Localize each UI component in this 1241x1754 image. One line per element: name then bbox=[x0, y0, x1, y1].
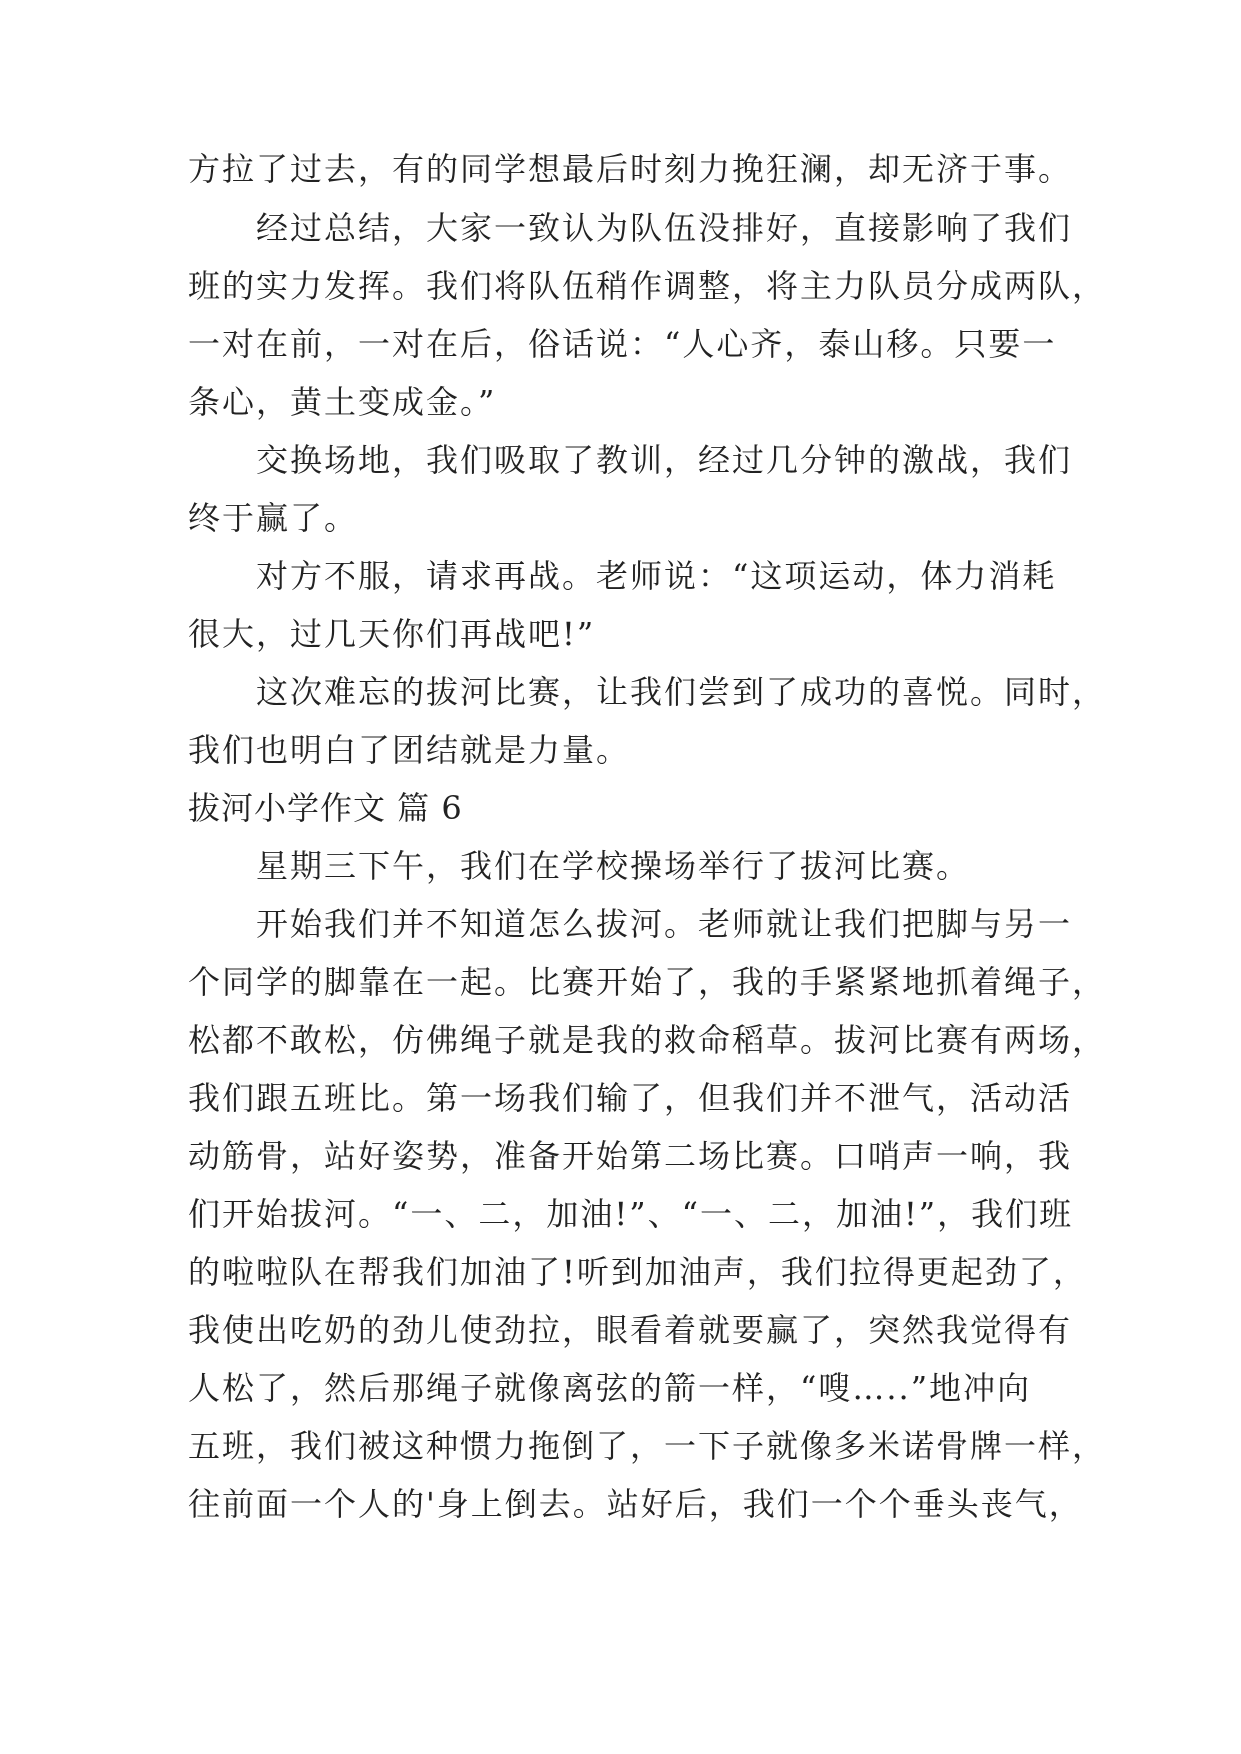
text-line: 个同学的脚靠在一起。比赛开始了，我的手紧紧地抓着绳子， bbox=[188, 963, 1107, 1001]
text-line: 动筋骨，站好姿势，准备开始第二场比赛。口哨声一响，我 bbox=[188, 1137, 1073, 1175]
text-line: 的啦啦队在帮我们加油了!听到加油声，我们拉得更起劲了， bbox=[188, 1253, 1087, 1291]
text-line: 人松了，然后那绳子就像离弦的箭一样，“嗖…..”地冲向 bbox=[188, 1369, 1032, 1407]
text-line: 条心，黄土变成金。” bbox=[188, 383, 497, 421]
text-line: 终于赢了。 bbox=[188, 499, 359, 537]
text-line: 方拉了过去，有的同学想最后时刻力挽狂澜，却无济于事。 bbox=[188, 150, 1073, 188]
text-line: 往前面一个人的'身上倒去。站好后，我们一个个垂头丧气， bbox=[188, 1485, 1083, 1523]
paragraph-line: 经过总结，大家一致认为队伍没排好，直接影响了我们 bbox=[256, 209, 1073, 247]
text-line: 五班，我们被这种惯力拖倒了，一下子就像多米诺骨牌一样， bbox=[188, 1427, 1107, 1465]
paragraph-line: 星期三下午，我们在学校操场举行了拔河比赛。 bbox=[256, 847, 971, 885]
text-line: 班的实力发挥。我们将队伍稍作调整，将主力队员分成两队， bbox=[188, 267, 1107, 305]
paragraph-line: 开始我们并不知道怎么拔河。老师就让我们把脚与另一 bbox=[256, 905, 1073, 943]
text-line: 一对在前，一对在后，俗话说：“人心齐，泰山移。只要一 bbox=[188, 325, 1057, 363]
text-line: 们开始拔河。“一、二，加油!”、“一、二，加油!”，我们班 bbox=[188, 1195, 1074, 1233]
paragraph-line: 这次难忘的拔河比赛，让我们尝到了成功的喜悦。同时， bbox=[256, 673, 1107, 711]
paragraph-line: 交换场地，我们吸取了教训，经过几分钟的激战，我们 bbox=[256, 441, 1073, 479]
text-line: 很大，过几天你们再战吧!” bbox=[188, 615, 596, 653]
text-line: 我使出吃奶的劲儿使劲拉，眼看着就要赢了，突然我觉得有 bbox=[188, 1311, 1073, 1349]
paragraph-line: 对方不服，请求再战。老师说：“这项运动，体力消耗 bbox=[256, 557, 1057, 595]
section-heading: 拔河小学作文 篇 6 bbox=[188, 789, 463, 827]
text-line: 松都不敢松，仿佛绳子就是我的救命稻草。拔河比赛有两场， bbox=[188, 1021, 1107, 1059]
text-line: 我们跟五班比。第一场我们输了，但我们并不泄气，活动活 bbox=[188, 1079, 1073, 1117]
text-line: 我们也明白了团结就是力量。 bbox=[188, 731, 631, 769]
